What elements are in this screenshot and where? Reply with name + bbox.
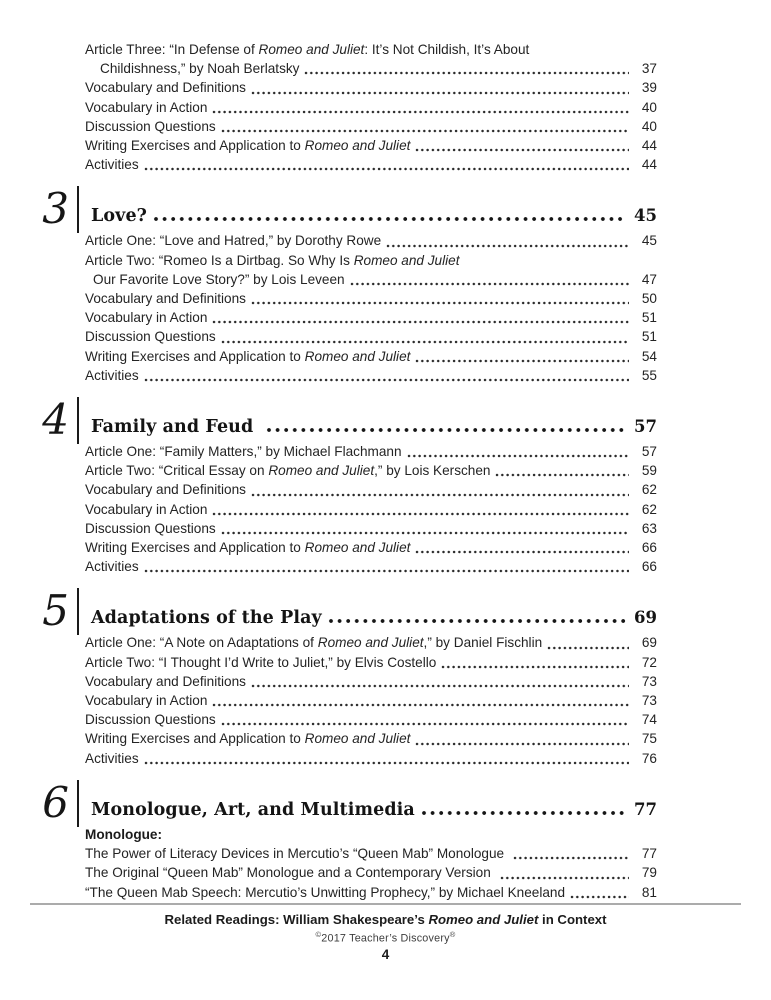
toc-entry-text: Discussion Questions xyxy=(85,329,216,345)
toc-entry-page: 59 xyxy=(641,463,657,479)
toc-entry-page: 44 xyxy=(641,138,657,154)
toc-entry-text: Vocabulary and Definitions xyxy=(85,673,246,689)
toc-entry-line xyxy=(85,155,657,174)
toc-entry-page: 51 xyxy=(641,329,657,345)
section-title-row xyxy=(91,800,657,820)
toc-entry-line xyxy=(85,251,657,270)
toc-entry-text: Writing Exercises and Application to Romeo and Juliet xyxy=(85,348,411,364)
toc-entry-text: Discussion Questions xyxy=(85,118,216,134)
toc-entry xyxy=(85,653,657,672)
section-divider-bar xyxy=(77,588,79,635)
toc-entry-line xyxy=(85,117,657,136)
toc-entry-line xyxy=(85,749,657,768)
toc-entry xyxy=(85,672,657,691)
toc-entry-text: Article Two: “Romeo Is a Dirtbag. So Why Is Romeo and Juliet xyxy=(85,252,460,268)
section-number: 4 xyxy=(42,395,69,445)
section-divider-bar xyxy=(77,186,79,233)
section-header xyxy=(39,777,657,827)
toc-entry-line xyxy=(85,308,657,327)
toc-entry-line xyxy=(85,633,657,652)
toc-section xyxy=(85,40,657,174)
toc-entry-text: Our Favorite Love Story?” by Lois Leveen xyxy=(93,271,345,287)
page-footer xyxy=(30,903,741,962)
toc-entry-page: 63 xyxy=(641,520,657,536)
toc-entry-page: 51 xyxy=(641,310,657,326)
toc-entry xyxy=(85,729,657,748)
toc-entry-text: Article One: “Family Matters,” by Michael Flachmann xyxy=(85,444,402,460)
toc-entry-line xyxy=(85,710,657,729)
toc-entry-line xyxy=(85,442,657,461)
toc-entry-text: Article Three: “In Defense of Romeo and Juliet: It’s Not Childish, It’s About xyxy=(85,42,530,57)
toc-entry-text: Activities xyxy=(85,367,139,383)
section-entries xyxy=(85,633,657,767)
toc-entry xyxy=(85,442,657,461)
toc-entry-page: 47 xyxy=(641,271,657,287)
toc-section xyxy=(42,395,657,576)
toc-entry-page: 45 xyxy=(641,233,657,249)
toc-entry-text: Vocabulary in Action xyxy=(85,693,208,709)
toc-entry-page: 44 xyxy=(641,157,657,173)
footer-book-title: Related Readings: William Shakespeare’s Romeo and Juliet in Context xyxy=(164,912,607,927)
toc-entry-text: Writing Exercises and Application to Romeo and Juliet xyxy=(85,540,411,556)
toc-entry-line xyxy=(85,347,657,366)
footer-page-number: 4 xyxy=(381,946,390,962)
toc-entry-line xyxy=(85,538,657,557)
toc-entry-page: 66 xyxy=(641,559,657,575)
toc-entry-text: Writing Exercises and Application to Romeo and Juliet xyxy=(85,731,411,747)
toc-entry-page: 62 xyxy=(641,501,657,517)
toc-entry xyxy=(85,117,657,136)
section-title-row xyxy=(91,417,657,437)
section-page-number: 57 xyxy=(634,417,657,437)
section-page-number: 69 xyxy=(634,608,657,628)
toc-entry-text: Article One: “Love and Hatred,” by Dorothy Rowe xyxy=(85,233,382,249)
toc-entry-text: Vocabulary and Definitions xyxy=(85,291,246,307)
toc-entry-page: 37 xyxy=(641,61,657,77)
toc-entry-line xyxy=(85,863,657,882)
toc-entry xyxy=(85,557,657,576)
toc-entry xyxy=(85,844,657,863)
toc-entry xyxy=(85,863,657,882)
toc-entry-text: Vocabulary in Action xyxy=(85,501,208,517)
toc-entry-page: 72 xyxy=(641,654,657,670)
toc-entry-page: 74 xyxy=(641,712,657,728)
toc-entry-page: 66 xyxy=(641,540,657,556)
section-title: Family and Feud xyxy=(91,417,260,438)
section-header xyxy=(39,586,657,636)
toc-section xyxy=(42,777,657,902)
section-number: 5 xyxy=(42,586,69,636)
toc-entry xyxy=(85,347,657,366)
toc-entry-line xyxy=(85,40,657,59)
section-header xyxy=(39,395,657,445)
toc-entry-page: 77 xyxy=(641,846,657,862)
toc-entry xyxy=(85,538,657,557)
toc-entry-line xyxy=(85,270,657,289)
toc-entry-page: 69 xyxy=(641,635,657,651)
toc-entry-text: Activities xyxy=(85,559,139,575)
toc-entry xyxy=(85,289,657,308)
toc-entry xyxy=(85,500,657,519)
toc-entry xyxy=(85,366,657,385)
toc-entry-page: 40 xyxy=(641,118,657,134)
toc-entry-text: The Power of Literacy Devices in Mercutio’s “Queen Mab” Monologue xyxy=(85,846,508,862)
toc-entry-text: Childishness,” by Noah Berlatsky xyxy=(100,61,300,77)
toc-entry-line xyxy=(85,883,657,902)
toc-entry xyxy=(85,231,657,250)
toc-entry-page: 39 xyxy=(641,80,657,96)
toc-entry-line xyxy=(85,519,657,538)
toc-entry-line xyxy=(85,825,657,844)
section-number: 6 xyxy=(42,777,69,827)
toc-entry-line xyxy=(85,653,657,672)
table-of-contents xyxy=(42,40,657,902)
toc-entry-page: 40 xyxy=(641,99,657,115)
toc-entry xyxy=(85,78,657,97)
registered-trademark-symbol: ® xyxy=(449,930,456,939)
toc-entry-line xyxy=(85,231,657,250)
toc-entry-text: “The Queen Mab Speech: Mercutio’s Unwitting Prophecy,” by Michael Kneeland xyxy=(85,884,566,900)
section-number: 3 xyxy=(42,184,69,234)
section-entries xyxy=(85,825,657,902)
section-divider-bar xyxy=(77,780,79,827)
toc-entry-line xyxy=(85,844,657,863)
toc-entry-page: 79 xyxy=(641,865,657,881)
section-entries xyxy=(85,442,657,576)
toc-entry xyxy=(85,98,657,117)
toc-entry-page: 81 xyxy=(641,884,657,900)
section-header xyxy=(39,184,657,234)
toc-entry-text: Article Two: “Critical Essay on Romeo and Juliet,” by Lois Kerschen xyxy=(85,463,491,479)
toc-entry-line xyxy=(85,480,657,499)
toc-entry-page: 57 xyxy=(641,444,657,460)
toc-entry-line xyxy=(85,366,657,385)
footer-divider-rule xyxy=(30,903,741,905)
toc-entry-text: Writing Exercises and Application to Romeo and Juliet xyxy=(85,138,411,154)
toc-entry xyxy=(85,691,657,710)
toc-entry-text: Discussion Questions xyxy=(85,712,216,728)
toc-entry xyxy=(85,480,657,499)
section-entries xyxy=(85,231,657,385)
toc-entry-text: Discussion Questions xyxy=(85,520,216,536)
toc-entry xyxy=(85,40,657,78)
toc-entry-text: Article One: “A Note on Adaptations of Romeo and Juliet,” by Daniel Fischlin xyxy=(85,635,543,651)
toc-entry-line xyxy=(85,672,657,691)
toc-entry-text: Activities xyxy=(85,750,139,766)
toc-section xyxy=(42,184,657,385)
toc-entry-page: 55 xyxy=(641,367,657,383)
toc-entry xyxy=(85,327,657,346)
section-title: Love? xyxy=(91,206,148,227)
section-page-number: 77 xyxy=(634,799,657,819)
toc-entry-text: Vocabulary in Action xyxy=(85,99,208,115)
section-entries xyxy=(85,40,657,174)
toc-entry-text: Article Two: “I Thought I’d Write to Juliet,” by Elvis Costello xyxy=(85,654,437,670)
toc-entry xyxy=(85,749,657,768)
toc-entry xyxy=(85,155,657,174)
toc-entry-line xyxy=(85,136,657,155)
toc-entry-line xyxy=(85,461,657,480)
toc-entry-text: Activities xyxy=(85,157,139,173)
toc-entry-text: Monologue: xyxy=(85,826,163,842)
footer-copyright xyxy=(30,930,741,945)
toc-entry-page: 76 xyxy=(641,750,657,766)
toc-entry xyxy=(85,251,657,289)
toc-entry xyxy=(85,825,657,844)
toc-entry-line xyxy=(85,557,657,576)
toc-entry-page: 73 xyxy=(641,673,657,689)
toc-entry-text: Vocabulary and Definitions xyxy=(85,80,246,96)
toc-entry xyxy=(85,710,657,729)
toc-entry-line xyxy=(85,327,657,346)
toc-entry-line xyxy=(85,289,657,308)
toc-entry-text: The Original “Queen Mab” Monologue and a Contemporary Version xyxy=(85,865,495,881)
toc-entry xyxy=(85,308,657,327)
toc-entry-text: Vocabulary in Action xyxy=(85,310,208,326)
toc-entry xyxy=(85,883,657,902)
toc-entry-page: 73 xyxy=(641,693,657,709)
toc-entry-line xyxy=(85,691,657,710)
toc-entry-text: Vocabulary and Definitions xyxy=(85,482,246,498)
toc-entry xyxy=(85,461,657,480)
section-title: Monologue, Art, and Multimedia xyxy=(91,799,415,820)
copyright-text: 2017 Teacher’s Discovery xyxy=(321,932,450,945)
section-title-row xyxy=(91,206,657,226)
toc-entry xyxy=(85,519,657,538)
toc-entry-page: 50 xyxy=(641,291,657,307)
toc-entry-page: 62 xyxy=(641,482,657,498)
toc-entry-line xyxy=(85,98,657,117)
toc-entry-page: 75 xyxy=(641,731,657,747)
copyright-symbol: © xyxy=(315,930,322,939)
toc-entry-line xyxy=(85,78,657,97)
section-page-number: 45 xyxy=(634,206,657,226)
toc-entry-line xyxy=(85,729,657,748)
toc-entry-page: 54 xyxy=(641,348,657,364)
section-divider-bar xyxy=(77,397,79,444)
section-title: Adaptations of the Play xyxy=(91,608,322,629)
toc-entry-line xyxy=(85,500,657,519)
section-title-row xyxy=(91,608,657,628)
toc-entry-line xyxy=(85,59,657,78)
toc-entry xyxy=(85,136,657,155)
toc-section xyxy=(42,586,657,767)
toc-entry xyxy=(85,633,657,652)
